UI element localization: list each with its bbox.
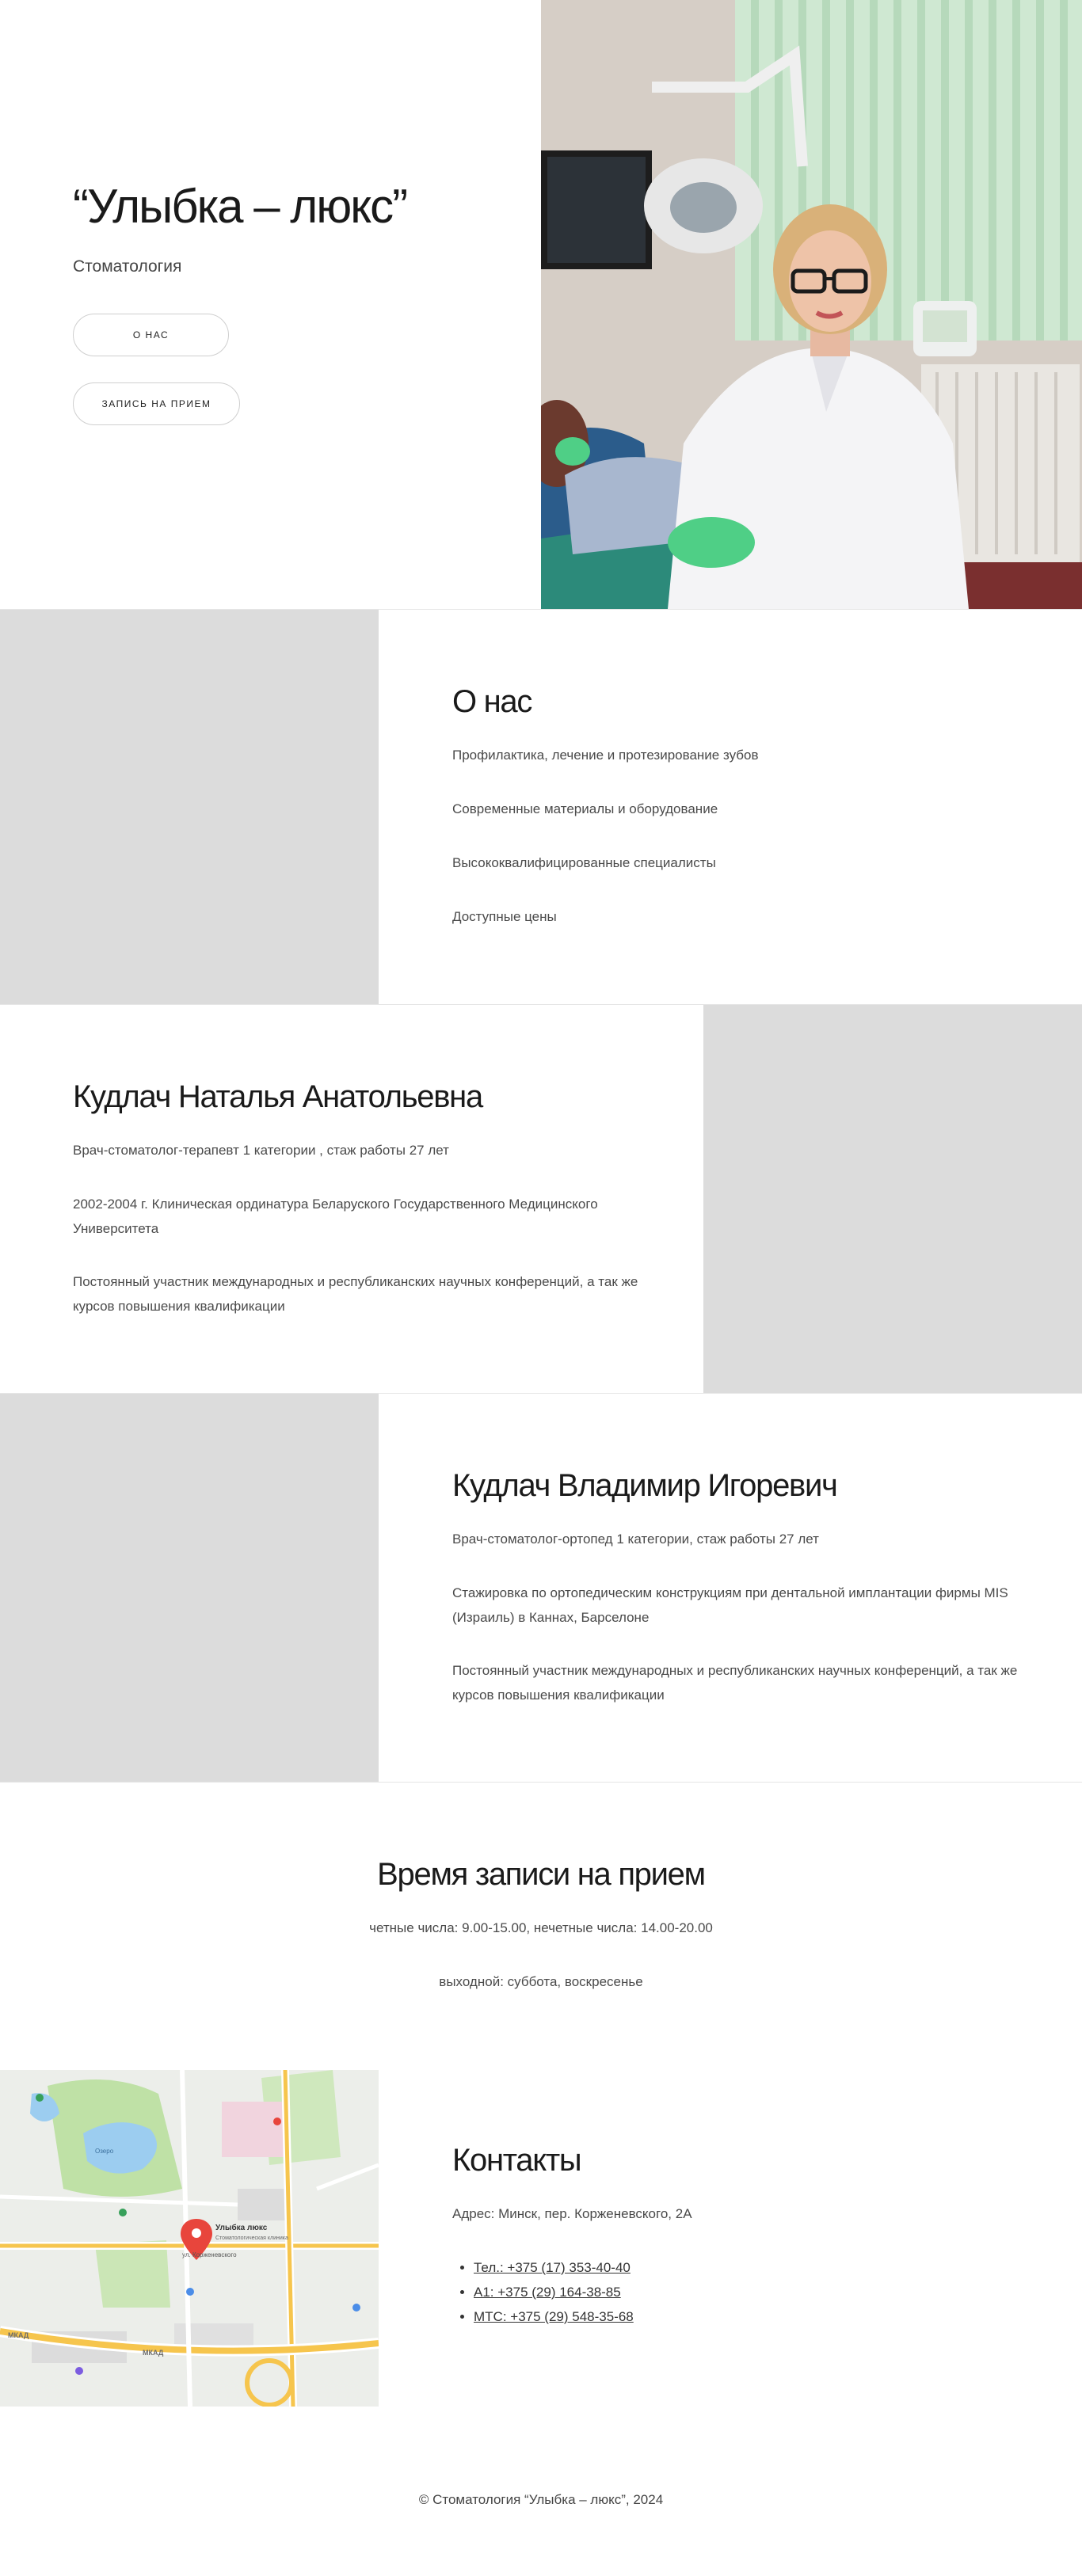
- map-marker-title: Улыбка люкс: [215, 2224, 268, 2232]
- contacts-section: [0, 2070, 1082, 2407]
- about-item: Доступные цены: [452, 909, 557, 924]
- phone-link[interactable]: Тел.: +375 (17) 353-40-40: [474, 2260, 631, 2275]
- schedule-section: [0, 1782, 1082, 2070]
- phone-link[interactable]: A1: +375 (29) 164-38-85: [474, 2285, 621, 2300]
- about-image-placeholder: [0, 610, 379, 1004]
- doctor-position: Врач-стоматолог-ортопед 1 категории, стаж работы 27 лет: [452, 1532, 819, 1547]
- hero-subtitle: Стоматология: [73, 257, 182, 276]
- about-section: [0, 609, 1082, 1004]
- phone-item: [474, 2255, 634, 2280]
- doctor-text-panel: [0, 1005, 703, 1393]
- contacts-address: Адрес: Минск, пер. Корженевского, 2А: [452, 2206, 692, 2221]
- contacts-title: Контакты: [452, 2143, 581, 2178]
- about-item: Современные материалы и оборудование: [452, 801, 718, 816]
- map-ring-road-label: МКАД: [143, 2349, 164, 2357]
- about-button[interactable]: О НАС: [73, 314, 229, 356]
- doctor-position: Врач-стоматолог-терапевт 1 категории , стаж работы 27 лет: [73, 1143, 449, 1158]
- doctor-section: [0, 1004, 1082, 1393]
- appointment-button[interactable]: ЗАПИСЬ НА ПРИЕМ: [73, 382, 240, 425]
- doctor-education: 2002-2004 г. Клиническая ординатура Беларуского Государственного Медицинского Университета: [73, 1197, 598, 1236]
- map-ring-road-label: МКАД: [8, 2331, 29, 2339]
- doctor-name: Кудлач Владимир Игоревич: [452, 1468, 837, 1503]
- doctor-section: [0, 1393, 1082, 1782]
- map-street-label: ул. Корженевского: [182, 2251, 237, 2258]
- schedule-days-off: выходной: суббота, воскресенье: [439, 1974, 643, 1989]
- about-item: Профилактика, лечение и протезирование зубов: [452, 748, 759, 763]
- doctor-photo-placeholder: [0, 1394, 379, 1782]
- phone-item: [474, 2304, 634, 2329]
- map-marker-subtitle: Стоматологическая клиника: [215, 2235, 288, 2241]
- doctor-note: Постоянный участник международных и республиканских научных конференций, а так же курсов повышения квалификации: [73, 1274, 638, 1314]
- footer: [0, 2407, 1082, 2552]
- map-illustration: [0, 2070, 379, 2407]
- phone-link[interactable]: МТС: +375 (29) 548-35-68: [474, 2309, 634, 2324]
- doctor-note: Постоянный участник международных и республиканских научных конференций, а так же курсов повышения квалификации: [452, 1663, 1018, 1703]
- doctor-text-panel: [379, 1394, 1082, 1782]
- phone-item: [474, 2280, 634, 2304]
- about-item: Высококвалифицированные специалисты: [452, 855, 716, 870]
- hero-photo: [541, 0, 1082, 609]
- schedule-hours: четные числа: 9.00-15.00, нечетные числа: 14.00-20.00: [369, 1920, 713, 1935]
- location-map[interactable]: [0, 2070, 379, 2407]
- about-title: О нас: [452, 684, 532, 719]
- hero-title: “Улыбка – люкс”: [73, 180, 407, 233]
- about-text-panel: [379, 610, 1082, 1004]
- hero-text-area: [0, 0, 541, 609]
- footer-copyright: © Стоматология “Улыбка – люкс”, 2024: [418, 2492, 664, 2507]
- dentist-photo-illustration: [541, 0, 1082, 609]
- phone-list: [452, 2255, 634, 2329]
- hero-section: [0, 0, 1082, 609]
- doctor-education: Стажировка по ортопедическим конструкциям при дентальной имплантации фирмы MIS (Израиль) в Каннах, Барселоне: [452, 1585, 1008, 1625]
- map-lake-label: Озеро: [95, 2148, 114, 2155]
- doctor-photo-placeholder: [703, 1005, 1082, 1393]
- contacts-text-panel: [379, 2070, 1082, 2407]
- doctor-name: Кудлач Наталья Анатольевна: [73, 1079, 482, 1114]
- schedule-title: Время записи на прием: [377, 1857, 705, 1892]
